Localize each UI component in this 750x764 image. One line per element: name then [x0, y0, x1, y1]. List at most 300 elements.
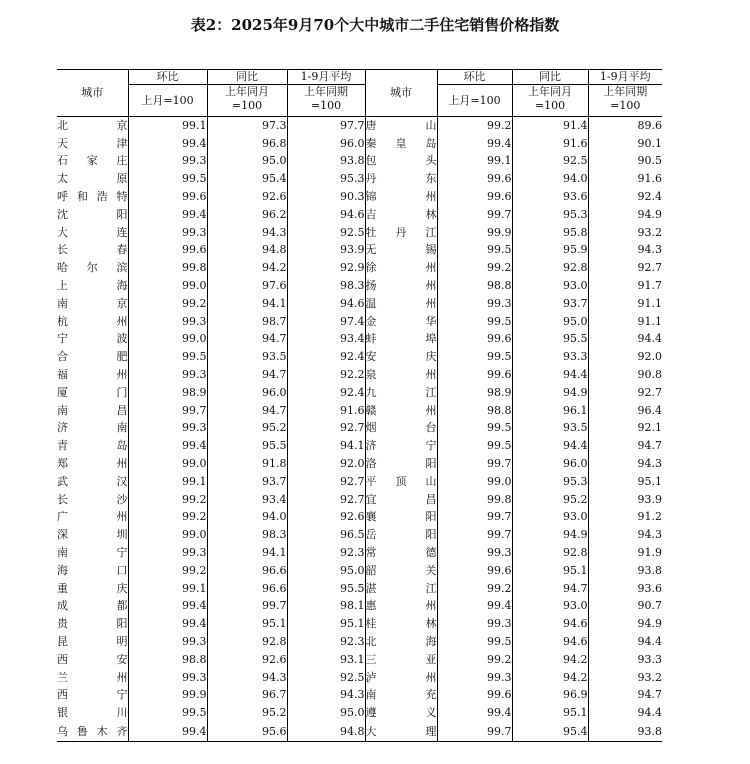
right-yoy-cell: 96.1	[512, 402, 588, 420]
left-mom-cell: 99.5	[128, 348, 207, 366]
left-yoy-cell: 94.3	[207, 224, 287, 242]
left-mom-cell: 99.5	[128, 170, 207, 188]
right-yoy-cell: 94.4	[512, 437, 588, 455]
left-yoy-cell: 96.8	[207, 135, 287, 153]
right-yoy-cell: 93.7	[512, 295, 588, 313]
left-city-cell: 西 安	[57, 651, 128, 669]
table-title: 表2：2025年9月70个大中城市二手住宅销售价格指数	[190, 16, 560, 34]
right-city-cell: 韶 关	[365, 562, 437, 580]
right-yoy-cell: 93.5	[512, 420, 588, 438]
header-avg-base-left	[287, 85, 365, 117]
left-avg-cell: 92.9	[287, 259, 365, 277]
left-city-cell: 乌鲁木齐	[57, 722, 128, 742]
left-mom-cell: 99.1	[128, 117, 207, 135]
right-avg-cell: 93.3	[637, 652, 662, 666]
right-avg-cell: 91.1	[637, 296, 662, 310]
left-city-cell: 南 京	[57, 295, 128, 313]
header-mom-base-left: 上月=100	[128, 85, 207, 117]
right-mom-cell: 99.6	[437, 562, 512, 580]
left-city-cell: 银 川	[57, 704, 128, 722]
right-avg-cell: 89.6	[637, 118, 662, 132]
right-yoy-cell: 94.9	[512, 384, 588, 402]
left-city-cell: 太 原	[57, 170, 128, 188]
right-yoy-cell: 95.3	[512, 473, 588, 491]
table-row	[57, 651, 662, 669]
left-avg-cell: 95.3	[287, 170, 365, 188]
left-avg-cell: 95.0	[287, 562, 365, 580]
right-mom-cell: 99.6	[437, 366, 512, 384]
right-city-cell: 无 锡	[365, 242, 437, 260]
header-yoy-base-line1: 上年同月	[528, 85, 572, 98]
right-avg-cell: 91.1	[637, 314, 662, 328]
left-avg-cell: 93.4	[287, 331, 365, 349]
table-row	[57, 331, 662, 349]
table-row	[57, 615, 662, 633]
left-city-cell: 武 汉	[57, 473, 128, 491]
left-avg-cell: 92.6	[287, 509, 365, 527]
table-row	[57, 224, 662, 242]
right-avg-cell: 91.6	[637, 172, 662, 186]
right-mom-cell: 99.5	[437, 242, 512, 260]
right-yoy-cell: 94.6	[512, 615, 588, 633]
right-city-cell: 安 庆	[365, 348, 437, 366]
price-index-table	[57, 69, 662, 742]
right-city-cell: 九 江	[365, 384, 437, 402]
left-mom-cell: 99.4	[128, 722, 207, 742]
right-yoy-cell: 93.0	[512, 509, 588, 527]
right-city-cell: 锦 州	[365, 188, 437, 206]
left-avg-cell: 97.4	[287, 313, 365, 331]
right-mom-cell: 99.8	[437, 491, 512, 509]
right-mom-cell: 99.7	[437, 206, 512, 224]
header-yoy-base-right	[512, 85, 588, 117]
left-mom-cell: 99.3	[128, 669, 207, 687]
table-header	[57, 70, 662, 117]
right-city-cell: 包 头	[365, 153, 437, 171]
right-city-cell: 平顶山	[365, 473, 437, 491]
header-avg-left: 1-9月平均	[287, 70, 365, 85]
right-mom-cell: 99.5	[437, 633, 512, 651]
left-city-cell: 福 州	[57, 366, 128, 384]
left-city-cell: 贵 阳	[57, 615, 128, 633]
left-mom-cell: 99.3	[128, 366, 207, 384]
right-avg-cell: 92.1	[637, 421, 662, 435]
right-city-cell: 襄 阳	[365, 509, 437, 527]
table-row	[57, 704, 662, 722]
right-mom-cell: 99.5	[437, 313, 512, 331]
left-city-cell: 大 连	[57, 224, 128, 242]
right-mom-cell: 99.6	[437, 687, 512, 705]
right-yoy-cell: 94.4	[512, 366, 588, 384]
left-avg-cell: 94.8	[287, 722, 365, 742]
right-yoy-cell: 94.0	[512, 170, 588, 188]
left-yoy-cell: 92.6	[207, 651, 287, 669]
table-row	[57, 455, 662, 473]
right-yoy-cell: 95.0	[512, 313, 588, 331]
table-row	[57, 188, 662, 206]
right-yoy-cell: 94.9	[512, 526, 588, 544]
right-mom-cell: 99.1	[437, 153, 512, 171]
left-avg-cell: 92.5	[287, 224, 365, 242]
left-city-cell: 上 海	[57, 277, 128, 295]
right-city-cell: 惠 州	[365, 598, 437, 616]
left-avg-cell: 94.3	[287, 687, 365, 705]
left-mom-cell: 99.3	[128, 153, 207, 171]
right-city-cell: 济 宁	[365, 437, 437, 455]
left-mom-cell: 99.4	[128, 598, 207, 616]
right-avg-cell: 93.2	[637, 670, 662, 684]
left-city-cell: 哈尔滨	[57, 259, 128, 277]
right-mom-cell: 99.2	[437, 117, 512, 135]
header-avg-base-right	[588, 85, 662, 117]
left-city-cell: 合 肥	[57, 348, 128, 366]
right-avg-cell: 94.3	[637, 528, 662, 542]
table-row	[57, 366, 662, 384]
left-yoy-cell: 98.3	[207, 526, 287, 544]
header-yoy-base-left	[207, 85, 287, 117]
right-city-cell: 泉 州	[365, 366, 437, 384]
left-avg-cell: 95.0	[287, 704, 365, 722]
left-avg-cell: 92.0	[287, 455, 365, 473]
left-mom-cell: 99.4	[128, 135, 207, 153]
left-city-cell: 海 口	[57, 562, 128, 580]
right-yoy-cell: 95.9	[512, 242, 588, 260]
left-city-cell: 西 宁	[57, 687, 128, 705]
right-avg-cell: 94.9	[637, 207, 662, 221]
right-yoy-cell: 96.0	[512, 455, 588, 473]
left-city-cell: 天 津	[57, 135, 128, 153]
right-yoy-cell: 95.3	[512, 206, 588, 224]
left-city-cell: 深 圳	[57, 526, 128, 544]
right-city-cell: 桂 林	[365, 615, 437, 633]
table-row	[57, 633, 662, 651]
left-avg-cell: 98.1	[287, 598, 365, 616]
left-mom-cell: 99.3	[128, 224, 207, 242]
left-mom-cell: 99.2	[128, 295, 207, 313]
left-mom-cell: 99.7	[128, 402, 207, 420]
header-avg-base-line2: =100	[310, 99, 342, 112]
right-avg-cell: 94.7	[637, 688, 662, 702]
left-avg-cell: 92.7	[287, 491, 365, 509]
left-city-cell: 重 庆	[57, 580, 128, 598]
right-city-cell: 牡丹江	[365, 224, 437, 242]
left-city-cell: 杭 州	[57, 313, 128, 331]
table-row	[57, 598, 662, 616]
left-yoy-cell: 94.1	[207, 295, 287, 313]
table-row	[57, 313, 662, 331]
left-yoy-cell: 95.1	[207, 615, 287, 633]
right-mom-cell: 99.0	[437, 473, 512, 491]
header-city-right: 城市	[365, 70, 437, 117]
table-row	[57, 722, 662, 742]
left-yoy-cell: 94.0	[207, 509, 287, 527]
table-row	[57, 277, 662, 295]
left-yoy-cell: 96.0	[207, 384, 287, 402]
right-avg-cell: 90.8	[637, 368, 662, 382]
right-avg-cell: 94.3	[637, 243, 662, 257]
right-yoy-cell: 95.8	[512, 224, 588, 242]
right-city-cell: 蚌 埠	[365, 331, 437, 349]
table-row	[57, 437, 662, 455]
right-yoy-cell: 95.2	[512, 491, 588, 509]
left-mom-cell: 99.4	[128, 437, 207, 455]
right-mom-cell: 99.3	[437, 544, 512, 562]
right-avg-cell: 94.4	[637, 635, 662, 648]
right-city-cell: 扬 州	[365, 277, 437, 295]
right-mom-cell: 99.7	[437, 722, 512, 742]
right-yoy-cell: 95.1	[512, 562, 588, 580]
left-avg-cell: 92.2	[287, 366, 365, 384]
right-city-cell: 遵 义	[365, 704, 437, 722]
right-mom-cell: 99.2	[437, 259, 512, 277]
left-city-cell: 长 沙	[57, 491, 128, 509]
table-row	[57, 402, 662, 420]
left-city-cell: 青 岛	[57, 437, 128, 455]
left-city-cell: 宁 波	[57, 331, 128, 349]
left-city-cell: 济 南	[57, 420, 128, 438]
right-avg-cell: 91.2	[637, 510, 662, 524]
table-row	[57, 544, 662, 562]
left-avg-cell: 90.3	[287, 188, 365, 206]
right-city-cell: 烟 台	[365, 420, 437, 438]
header-mom-left: 环比	[128, 70, 207, 85]
right-mom-cell: 99.4	[437, 598, 512, 616]
left-avg-cell: 96.5	[287, 526, 365, 544]
right-yoy-cell: 94.2	[512, 651, 588, 669]
right-mom-cell: 99.5	[437, 348, 512, 366]
left-city-cell: 南 昌	[57, 402, 128, 420]
header-avg-base-line1: 上年同期	[304, 85, 348, 98]
right-mom-cell: 99.7	[437, 526, 512, 544]
table-row	[57, 509, 662, 527]
right-avg-cell: 90.7	[637, 599, 662, 613]
left-avg-cell: 94.6	[287, 206, 365, 224]
right-mom-cell: 99.7	[437, 455, 512, 473]
left-avg-cell: 92.4	[287, 384, 365, 402]
right-mom-cell: 99.3	[437, 669, 512, 687]
left-avg-cell: 92.7	[287, 420, 365, 438]
left-yoy-cell: 95.2	[207, 420, 287, 438]
left-mom-cell: 99.0	[128, 331, 207, 349]
left-avg-cell: 93.9	[287, 242, 365, 260]
left-yoy-cell: 96.6	[207, 580, 287, 598]
right-avg-cell: 94.3	[637, 457, 662, 471]
left-yoy-cell: 99.7	[207, 598, 287, 616]
left-yoy-cell: 95.2	[207, 704, 287, 722]
right-yoy-cell: 92.5	[512, 153, 588, 171]
left-yoy-cell: 95.0	[207, 153, 287, 171]
header-yoy-base-line1: 上年同月	[225, 85, 269, 98]
left-mom-cell: 99.2	[128, 509, 207, 527]
table-row	[57, 295, 662, 313]
table-row	[57, 259, 662, 277]
left-city-cell: 广 州	[57, 509, 128, 527]
table-body	[57, 117, 662, 742]
right-avg-cell: 92.4	[637, 190, 662, 204]
left-city-cell: 南 宁	[57, 544, 128, 562]
table-row	[57, 117, 662, 135]
left-mom-cell: 99.8	[128, 259, 207, 277]
left-avg-cell: 92.3	[287, 544, 365, 562]
left-yoy-cell: 91.8	[207, 455, 287, 473]
right-yoy-cell: 92.8	[512, 544, 588, 562]
left-mom-cell: 99.5	[128, 704, 207, 722]
left-mom-cell: 99.4	[128, 615, 207, 633]
left-yoy-cell: 97.6	[207, 277, 287, 295]
right-yoy-cell: 94.2	[512, 669, 588, 687]
table-row	[57, 348, 662, 366]
left-mom-cell: 99.2	[128, 562, 207, 580]
left-mom-cell: 99.3	[128, 544, 207, 562]
header-avg-right: 1-9月平均	[588, 70, 662, 85]
left-yoy-cell: 92.8	[207, 633, 287, 651]
header-yoy-base-line2: =100	[534, 99, 566, 112]
left-yoy-cell: 95.6	[207, 722, 287, 742]
right-mom-cell: 99.6	[437, 188, 512, 206]
right-yoy-cell: 95.5	[512, 331, 588, 349]
right-yoy-cell: 93.0	[512, 277, 588, 295]
table-row	[57, 687, 662, 705]
right-avg-cell: 92.7	[637, 385, 662, 399]
table-row	[57, 170, 662, 188]
right-avg-cell: 94.7	[637, 439, 662, 453]
left-city-cell: 郑 州	[57, 455, 128, 473]
right-mom-cell: 99.3	[437, 295, 512, 313]
left-avg-cell: 93.8	[287, 153, 365, 171]
left-mom-cell: 99.0	[128, 455, 207, 473]
right-mom-cell: 99.4	[437, 704, 512, 722]
right-city-cell: 秦皇岛	[365, 135, 437, 153]
table-row	[57, 580, 662, 598]
left-yoy-cell: 98.7	[207, 313, 287, 331]
left-mom-cell: 99.3	[128, 313, 207, 331]
left-avg-cell: 95.1	[287, 615, 365, 633]
table-row	[57, 562, 662, 580]
right-mom-cell: 99.6	[437, 331, 512, 349]
left-yoy-cell: 93.7	[207, 473, 287, 491]
left-yoy-cell: 96.7	[207, 687, 287, 705]
right-city-cell: 大 理	[365, 722, 437, 742]
right-city-cell: 金 华	[365, 313, 437, 331]
left-mom-cell: 99.3	[128, 633, 207, 651]
left-yoy-cell: 94.7	[207, 402, 287, 420]
header-mom-base-right: 上月=100	[437, 85, 512, 117]
right-mom-cell: 99.2	[437, 580, 512, 598]
left-mom-cell: 99.1	[128, 580, 207, 598]
left-city-cell: 北 京	[57, 117, 128, 135]
left-city-cell: 成 都	[57, 598, 128, 616]
right-yoy-cell: 93.0	[512, 598, 588, 616]
right-avg-cell: 91.7	[637, 279, 662, 293]
left-avg-cell: 93.1	[287, 651, 365, 669]
right-avg-cell: 92.7	[637, 261, 662, 275]
table-row	[57, 135, 662, 153]
right-city-cell: 丹 东	[365, 170, 437, 188]
right-mom-cell: 99.2	[437, 651, 512, 669]
left-mom-cell: 99.1	[128, 473, 207, 491]
header-avg-base-line2: =100	[610, 99, 641, 112]
right-yoy-cell: 92.8	[512, 259, 588, 277]
left-mom-cell: 98.8	[128, 651, 207, 669]
left-avg-cell: 92.3	[287, 633, 365, 651]
left-city-cell: 兰 州	[57, 669, 128, 687]
table-row	[57, 669, 662, 687]
left-yoy-cell: 95.5	[207, 437, 287, 455]
left-mom-cell: 98.9	[128, 384, 207, 402]
left-avg-cell: 92.4	[287, 348, 365, 366]
left-city-cell: 长 春	[57, 242, 128, 260]
right-city-cell: 湛 江	[365, 580, 437, 598]
right-city-cell: 徐 州	[365, 259, 437, 277]
right-city-cell: 洛 阳	[365, 455, 437, 473]
table-row	[57, 420, 662, 438]
right-mom-cell: 99.5	[437, 420, 512, 438]
right-avg-cell: 95.1	[637, 474, 662, 488]
left-yoy-cell: 94.7	[207, 366, 287, 384]
left-avg-cell: 98.3	[287, 277, 365, 295]
left-yoy-cell: 92.6	[207, 188, 287, 206]
right-yoy-cell: 93.6	[512, 188, 588, 206]
right-mom-cell: 99.6	[437, 170, 512, 188]
table-row	[57, 206, 662, 224]
left-city-cell: 石家庄	[57, 153, 128, 171]
right-avg-cell: 90.5	[637, 154, 662, 168]
header-mom-right: 环比	[437, 70, 512, 85]
table-row	[57, 526, 662, 544]
table-row	[57, 473, 662, 491]
table-row	[57, 242, 662, 260]
header-yoy-right: 同比	[512, 70, 588, 85]
right-yoy-cell: 95.4	[512, 722, 588, 742]
table-row	[57, 384, 662, 402]
left-yoy-cell: 97.3	[207, 117, 287, 135]
left-yoy-cell: 94.7	[207, 331, 287, 349]
right-avg-cell: 93.2	[637, 225, 662, 239]
right-yoy-cell: 91.4	[512, 117, 588, 135]
right-avg-cell: 93.8	[637, 563, 662, 577]
right-city-cell: 常 德	[365, 544, 437, 562]
left-city-cell: 昆 明	[57, 633, 128, 651]
right-yoy-cell: 94.7	[512, 580, 588, 598]
right-city-cell: 南 充	[365, 687, 437, 705]
left-mom-cell: 99.3	[128, 420, 207, 438]
left-avg-cell: 96.0	[287, 135, 365, 153]
right-avg-cell: 94.9	[637, 617, 662, 631]
right-mom-cell: 99.9	[437, 224, 512, 242]
left-mom-cell: 99.4	[128, 206, 207, 224]
right-mom-cell: 99.4	[437, 135, 512, 153]
right-city-cell: 温 州	[365, 295, 437, 313]
left-yoy-cell: 96.2	[207, 206, 287, 224]
left-avg-cell: 94.1	[287, 437, 365, 455]
left-avg-cell: 95.5	[287, 580, 365, 598]
right-city-cell: 岳 阳	[365, 526, 437, 544]
header-city-left: 城市	[57, 70, 128, 117]
right-avg-cell: 90.1	[637, 136, 662, 150]
header-yoy-base-line2: =100	[231, 99, 263, 112]
table-row	[57, 153, 662, 171]
left-mom-cell: 99.6	[128, 188, 207, 206]
left-mom-cell: 99.9	[128, 687, 207, 705]
table-row	[57, 491, 662, 509]
right-avg-cell: 92.0	[637, 350, 662, 364]
right-avg-cell: 93.9	[637, 492, 662, 506]
right-city-cell: 赣 州	[365, 402, 437, 420]
right-avg-cell: 94.4	[637, 332, 662, 346]
left-avg-cell: 94.6	[287, 295, 365, 313]
right-avg-cell: 93.6	[637, 581, 662, 595]
left-city-cell: 呼和浩特	[57, 188, 128, 206]
